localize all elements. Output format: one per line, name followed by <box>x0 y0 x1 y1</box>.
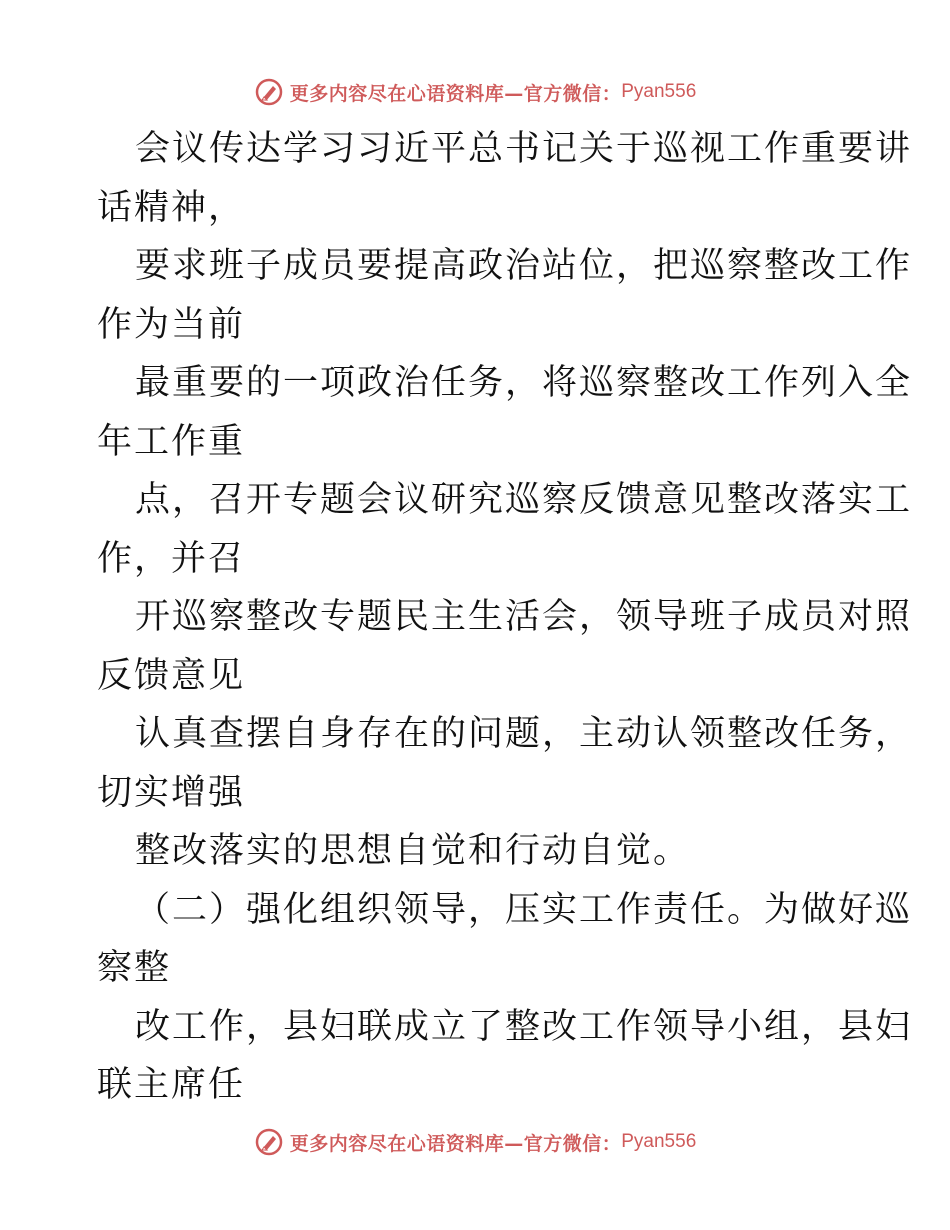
pen-logo-icon <box>254 77 284 107</box>
text-line: 话精神， <box>97 187 246 228</box>
footer-watermark <box>0 1122 950 1162</box>
text-line: 联主席任 <box>97 1065 246 1105</box>
header-watermark <box>0 72 950 112</box>
document-body <box>97 120 913 1115</box>
text-line: 切实增强 <box>97 772 246 813</box>
watermark-text: 更多内容尽在心语资料库—官方微信： <box>289 82 622 105</box>
text-line: 反馈意见 <box>97 655 246 696</box>
text-line: 改工作，县妇联成立了整改工作领导小组，县妇 <box>135 1006 913 1047</box>
watermark-handle: Pyan556 <box>621 1131 697 1152</box>
text-line: 作为当前 <box>97 304 246 345</box>
text-line: 年工作重 <box>97 421 246 462</box>
text-line: 要求班子成员要提高政治站位，把巡察整改工作 <box>135 246 913 286</box>
text-line: 察整 <box>97 948 172 988</box>
watermark-text: 更多内容尽在心语资料库—官方微信： <box>289 1132 622 1155</box>
text-line: 开巡察整改专题民主生活会，领导班子成员对照 <box>135 597 913 637</box>
watermark-handle: Pyan556 <box>621 81 697 102</box>
text-line: 点，召开专题会议研究巡察反馈意见整改落实工 <box>135 480 913 520</box>
text-line: 作，并召 <box>97 538 246 579</box>
text-line: （二）强化组织领导，压实工作责任。为做好巡 <box>135 889 913 930</box>
pen-logo-icon <box>254 1127 284 1157</box>
text-line: 最重要的一项政治任务，将巡察整改工作列入全 <box>135 363 913 403</box>
text-line: 整改落实的思想自觉和行动自觉。 <box>135 831 691 871</box>
text-line: 认真查摆自身存在的问题，主动认领整改任务， <box>135 714 913 754</box>
text-line: 会议传达学习习近平总书记关于巡视工作重要讲 <box>135 129 913 169</box>
